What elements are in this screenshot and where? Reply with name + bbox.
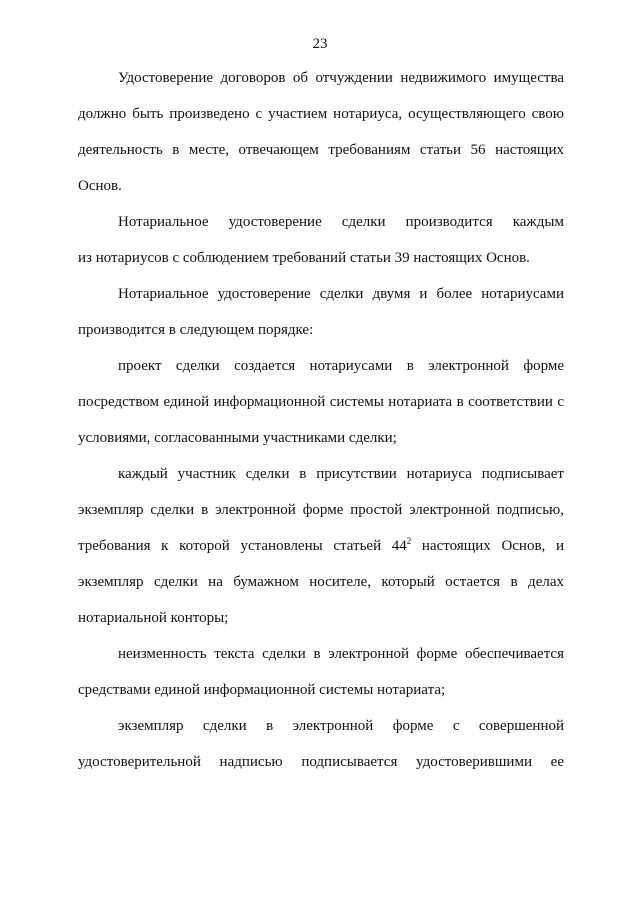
- text-line: экземпляр сделки на бумажном носителе, который остается в делах: [78, 574, 564, 590]
- text-line: производится в следующем порядке:: [78, 322, 314, 338]
- superscript-line-before: требования к которой установлены статьей 44: [78, 538, 407, 554]
- text-line: Удостоверение договоров об отчуждении недвижимого имущества: [118, 70, 564, 86]
- text-line: нотариальной конторы;: [78, 610, 229, 626]
- text-line: Нотариальное удостоверение сделки производится каждым: [118, 214, 564, 230]
- superscript: 2: [406, 536, 412, 546]
- text-line-with-superscript: [78, 537, 564, 555]
- text-line: должно быть произведено с участием нотариуса, осуществляющего свою: [78, 106, 564, 122]
- text-line: проект сделки создается нотариусами в электронной форме: [118, 358, 564, 374]
- text-line: Нотариальное удостоверение сделки двумя и более нотариусами: [118, 286, 564, 302]
- text-line: неизменность текста сделки в электронной форме обеспечивается: [118, 646, 564, 662]
- text-line: условиями, согласованными участниками сделки;: [78, 430, 397, 446]
- text-line: из нотариусов с соблюдением требований статьи 39 настоящих Основ.: [78, 250, 530, 266]
- text-line: каждый участник сделки в присутствии нотариуса подписывает: [118, 466, 564, 482]
- page-number: 23: [312, 36, 328, 52]
- superscript-line-after: настоящих Основ, и: [411, 538, 564, 554]
- text-line: экземпляр сделки в электронной форме простой электронной подписью,: [78, 502, 564, 518]
- text-line: средствами единой информационной системы нотариата;: [78, 682, 446, 698]
- text-line: удостоверительной надписью подписывается удостоверившими ее: [78, 754, 564, 770]
- text-line: деятельность в месте, отвечающем требованиям статьи 56 настоящих: [78, 142, 564, 158]
- text-line: экземпляр сделки в электронной форме с совершенной: [118, 718, 564, 734]
- text-line: посредством единой информационной системы нотариата в соответствии с: [78, 394, 564, 410]
- text-line: Основ.: [78, 178, 122, 194]
